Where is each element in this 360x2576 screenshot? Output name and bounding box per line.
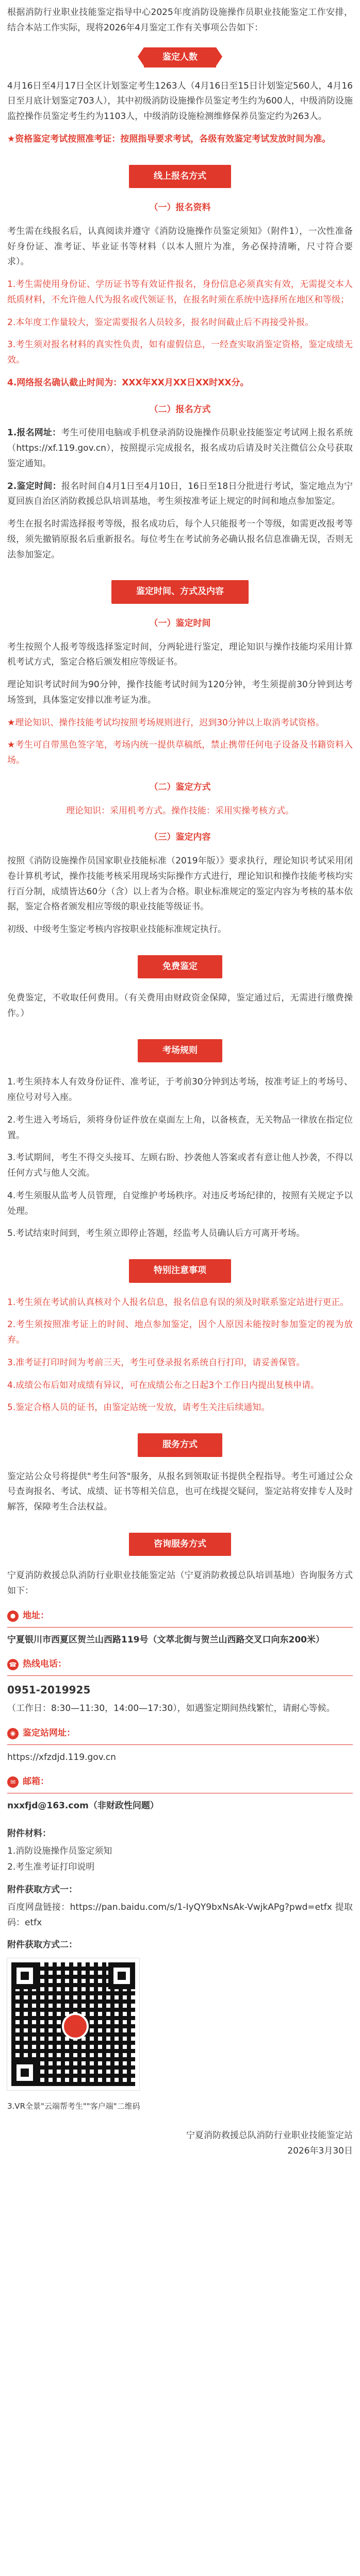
rule-item: 5.考试结束时间到，考生须立即停止答题，经监考人员确认后方可离开考场。 xyxy=(7,1228,305,1239)
website-row xyxy=(7,1726,353,1741)
website-label: 鉴定站网址： xyxy=(23,1727,75,1738)
way-red: 理论知识：采用机考方式。操作技能：采用实操考核方式。 xyxy=(66,805,294,816)
section-title: 鉴定人数 xyxy=(144,47,216,67)
emblem-icon xyxy=(62,2013,89,2040)
phone-number[interactable]: 0951-2019925 xyxy=(7,1684,91,1697)
section-special-header xyxy=(7,1259,353,1283)
section-title: 考场规则 xyxy=(138,1039,222,1063)
reg-red-1: 1.考生需使用身份证、学历证书等有效证件报名，身份信息必须真实有效，无需提交本人纸质材料，不允许他人代为报名或代领证书，在报名时须在系统中选择所在地区和等级； xyxy=(7,279,353,305)
globe-icon: ◉ xyxy=(7,1728,19,1739)
method-2-text: 报名时间自4月1日至4月10日，16日至18日分批进行考试，鉴定地点为宁夏回族自治区消防救援总队培训基地，考生须按准考证上规定的时间和地点参加鉴定。 xyxy=(7,481,353,507)
section-count-header xyxy=(7,47,353,67)
section-title: 咨询服务方式 xyxy=(129,1533,231,1556)
qr-label: 附件获取方式二： xyxy=(7,1940,77,1951)
section-registration-header xyxy=(7,165,353,189)
notice-page xyxy=(0,5,360,2159)
free-text: 免费鉴定，不收取任何费用。（有关费用由财政资金保障，鉴定通过后，无需进行缴费操作。） xyxy=(7,993,353,1019)
qr-code-icon xyxy=(7,1958,139,2090)
netdisk-link[interactable]: 百度网盘链接：https://pan.baidu.com/s/1-IyQY9bxNsAk-VwjkAPg?pwd=etfx 提取码：etfx xyxy=(7,1902,353,1928)
rule-item: 1.考生须持本人有效身份证件、准考证，于考前30分钟到达考场，按准考证上的考场号、座位号对号入座。 xyxy=(7,1077,353,1103)
time-text-2: 理论知识考试时间为90分钟，操作技能考试时间为120分钟，考生须提前30分钟到达考场签到，具体鉴定安排以准考证为准。 xyxy=(7,680,353,705)
sub-head-method: （二）报名方式 xyxy=(149,404,211,415)
consult-text: 宁夏消防救援总队消防行业职业技能鉴定站（宁夏消防救援总队培训基地）咨询服务方式如下： xyxy=(7,1570,353,1597)
sub-head-time: （一）鉴定时间 xyxy=(149,618,211,629)
rule-item: 4.考生须服从监考人员管理，自觉维护考场秩序。对违反考场纪律的，按照有关规定予以处理。 xyxy=(7,1190,353,1216)
special-item: 5.鉴定合格人员的证书，由鉴定站统一发放，请考生关注后续通知。 xyxy=(7,1402,270,1413)
reg-red-2: 2.本年度工作量较大，鉴定需要报名人员较多，报名时间截止后不再接受补报。 xyxy=(7,317,314,328)
special-item: 4.成绩公布后如对成绩有异议，可在成绩公布之日起3个工作日内提出复核申请。 xyxy=(7,1380,320,1391)
section-consult-header xyxy=(7,1533,353,1556)
address-label: 地址： xyxy=(23,1610,49,1621)
section-service-header xyxy=(7,1433,353,1457)
sub-head-reg: （一）报名资料 xyxy=(149,202,211,213)
count-red-text: ★资格鉴定考试按照准考证：按照指导要求考试，各级有效鉴定考试发放时间为准。 xyxy=(7,133,331,144)
section-title: 免费鉴定 xyxy=(138,955,222,979)
time-text-1: 考生按照个人报考等级选择鉴定时间，分两轮进行鉴定，理论知识与操作技能均采用计算机考试方式，鉴定合格后颁发相应等级证书。 xyxy=(7,641,353,668)
method-1-label: 1.报名网址： xyxy=(7,428,61,438)
method-2-label: 2.鉴定时间： xyxy=(7,481,61,492)
footer-org: 宁夏消防救援总队消防行业职业技能鉴定站 xyxy=(186,2130,353,2141)
website-link[interactable]: https://xfzdjd.119.gov.cn xyxy=(7,1752,116,1762)
special-item: 2.考生须按照准考证上的时间、地点参加鉴定，因个人原因未能按时参加鉴定的视为放弃。 xyxy=(7,1319,353,1346)
sub-head-content: （三）鉴定内容 xyxy=(149,832,211,843)
location-pin-icon: ● xyxy=(7,1611,19,1622)
special-item: 1.考生须在考试前认真核对个人报名信息，报名信息有误的须及时联系鉴定站进行更正。 xyxy=(7,1297,349,1308)
footer-date: 2026年3月30日 xyxy=(287,2146,353,2157)
content-text-1: 按照《消防设施操作员国家职业技能标准（2019年版）》要求执行，理论知识考试采用闭卷计算机考试，操作技能考核采用现场实际操作方式进行，理论知识和操作技能考核均实行百分制，成绩皆达60分（含）以上者为合格。职业标准规定的鉴定内容为考核的基本依据，鉴定合格者颁发相应等级的职业技能等级证书。 xyxy=(7,856,353,912)
phone-row xyxy=(7,1657,353,1672)
mail-icon: ✉ xyxy=(7,1776,19,1788)
address-text: 宁夏银川市西夏区贺兰山西路119号（文萃北街与贺兰山西路交叉口向东200米） xyxy=(7,1634,324,1645)
divider xyxy=(7,1744,353,1745)
divider xyxy=(7,1627,353,1628)
mail-text[interactable]: nxxfjd@163.com（非财政性问题） xyxy=(7,1801,159,1811)
method-3: 考生在报名时需选择报考等级，报名成功后，每个人只能报考一个等级，如需更改报考等级，须先撤销原报名后重新报名。每位考生在考试前务必确认报名信息准确无误，否则无法参加鉴定。 xyxy=(7,519,353,560)
attachments-title: 附件材料： xyxy=(7,1828,51,1839)
service-text: 鉴定站公众号将提供"考生问答"服务，从报名到领取证书提供全程指导。考生可通过公众号查询报名、考试、成绩、证书等相关信息，也可在线提交疑问，鉴定站将安排专人及时解答，保障考生合法权益。 xyxy=(7,1471,353,1513)
phone-icon: ☎ xyxy=(7,1659,19,1670)
qr-caption: 3.VR全景"云端帮考生""客户端"二维码 xyxy=(7,2102,140,2111)
time-red-2: ★考生可自带黑色签字笔，考场内统一提供草稿纸，禁止携带任何电子设备及书籍资料入场。 xyxy=(7,740,353,766)
reg-red-3: 3.考生须对报名材料的真实性负责，如有虚假信息，一经查实取消鉴定资格，鉴定成绩无效。 xyxy=(7,340,353,366)
phone-hours: （工作日：8:30—11:30，14:00—17:30），如遇鉴定期间热线繁忙，请耐心等候。 xyxy=(7,1703,335,1714)
section-title: 线上报名方式 xyxy=(129,165,231,189)
mail-row xyxy=(7,1774,353,1790)
section-title: 鉴定时间、方式及内容 xyxy=(111,580,249,604)
attachment-item[interactable]: 2.考生准考证打印说明 xyxy=(7,1862,95,1873)
method-2 xyxy=(7,479,353,510)
section-free-header xyxy=(7,955,353,979)
sub-head-way: （二）鉴定方式 xyxy=(149,782,211,792)
section-title: 服务方式 xyxy=(138,1433,222,1457)
reg-text-1: 考生需在线报名后，认真阅读并遵守《消防设施操作员鉴定须知》（附件1），一次性准备好身份证、准考证、毕业证书等材料（以本人照片为准，务必保持清晰，尺寸符合要求）。 xyxy=(7,226,353,267)
section-title: 特别注意事项 xyxy=(129,1259,231,1283)
reg-red-4: 4.网络报名确认截止时间为：XXX年XX月XX日XX时XX分。 xyxy=(7,377,249,388)
content-text-2: 初级、中级考生鉴定考核内容按职业技能标准规定执行。 xyxy=(7,924,226,935)
method-1-text: 考生可使用电脑或手机登录消防设施操作员职业技能鉴定考试网上报名系统（https://xf.119.gov.cn），按照提示完成报名，报名成功后请及时关注微信公众号获取鉴定通知。 xyxy=(7,428,353,469)
intro-text: 根据消防行业职业技能鉴定指导中心2025年度消防设施操作员职业技能鉴定工作安排，结合本站工作实际，现将2026年4月鉴定工作有关事项公告如下： xyxy=(7,7,353,33)
rule-item: 3.考试期间，考生不得交头接耳、左顾右盼、抄袭他人答案或者有意让他人抄袭，不得以任何方式与他人交流。 xyxy=(7,1153,353,1179)
special-item: 3.准考证打印时间为考前三天，考生可登录报名系统自行打印，请妥善保管。 xyxy=(7,1357,305,1368)
netdisk-label: 附件获取方式一： xyxy=(7,1885,77,1895)
address-row xyxy=(7,1608,353,1624)
section-time-header xyxy=(7,580,353,604)
mail-label: 邮箱： xyxy=(23,1776,49,1787)
section-rules-header xyxy=(7,1039,353,1063)
count-text: 4月16日至4月17日全区计划鉴定考生1263人（4月16日至15日计划鉴定560人，4月16日至月底计划鉴定703人），其中初级消防设施操作员鉴定考生约为600人，中级消防设施监控操作员鉴定考生约为1103人，中级消防设施检测维修保养员鉴定约为263人。 xyxy=(7,80,353,122)
attachment-item[interactable]: 1.消防设施操作员鉴定须知 xyxy=(7,1845,112,1856)
time-red-1: ★理论知识、操作技能考试均按照考场规则进行，迟到30分钟以上取消考试资格。 xyxy=(7,717,324,728)
method-1 xyxy=(7,426,353,471)
rule-item: 2.考生进入考场后，须将身份证件放在桌面左上角，以备核查，无关物品一律放在指定位置。 xyxy=(7,1114,353,1141)
phone-label: 热线电话： xyxy=(23,1659,67,1670)
divider xyxy=(7,1675,353,1676)
